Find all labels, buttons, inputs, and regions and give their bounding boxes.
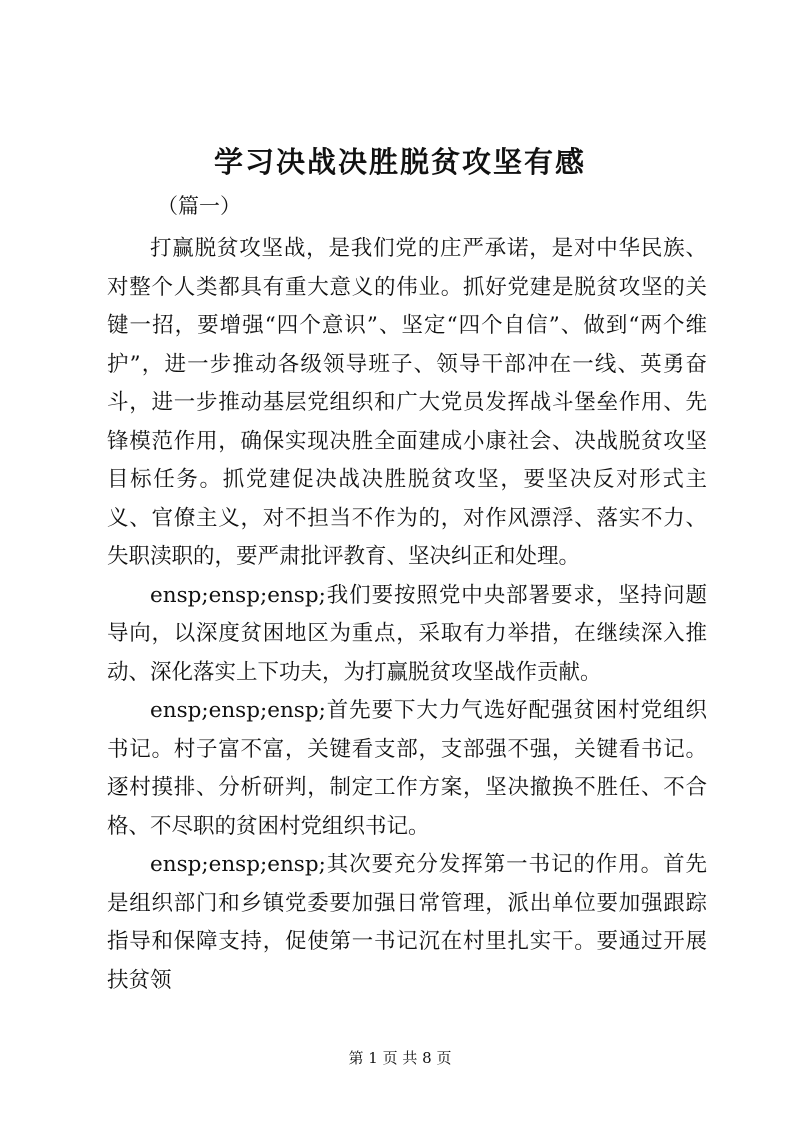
- document-body: [107, 230, 707, 1000]
- section-label: （篇一）: [157, 194, 241, 218]
- paragraph: ensp;ensp;ensp;其次要充分发挥第一书记的作用。首先是组织部门和乡镇党委要加强日常管理，派出单位要加强跟踪指导和保障支持，促使第一书记沉在村里扎实干。要通过开展扶贫领: [107, 852, 707, 993]
- paragraph: ensp;ensp;ensp;我们要按照党中央部署要求，坚持问题导向，以深度贫困地区为重点，采取有力举措，在继续深入推动、深化落实上下功夫，为打赢脱贫攻坚战作贡献。: [107, 582, 707, 685]
- page-footer: 第 1 页 共 8 页: [348, 1049, 452, 1067]
- document-title: 学习决战决胜脱贫攻坚有感: [213, 145, 586, 179]
- paragraph: ensp;ensp;ensp;首先要下大力气选好配强贫困村党组织书记。村子富不富，关键看支部，支部强不强，关键看书记。逐村摸排、分析研判，制定工作方案，坚决撤换不胜任、不合格、不尽职的贫困村党组织书记。: [107, 698, 707, 839]
- paragraph: 打赢脱贫攻坚战，是我们党的庄严承诺，是对中华民族、对整个人类都具有重大意义的伟业。抓好党建是脱贫攻坚的关键一招，要增强“四个意识”、坚定“四个自信”、做到“两个维护”，进一步推动各级领导班子、领导干部冲在一线、英勇奋斗，进一步推动基层党组织和广大党员发挥战斗堡垒作用、先锋模范作用，确保实现决胜全面建成小康社会、决战脱贫攻坚目标任务。抓党建促决战决胜脱贫攻坚，要坚决反对形式主义、官僚主义，对不担当不作为的，对作风漂浮、落实不力、失职渎职的，要严肃批评教育、坚决纠正和处理。: [107, 236, 707, 569]
